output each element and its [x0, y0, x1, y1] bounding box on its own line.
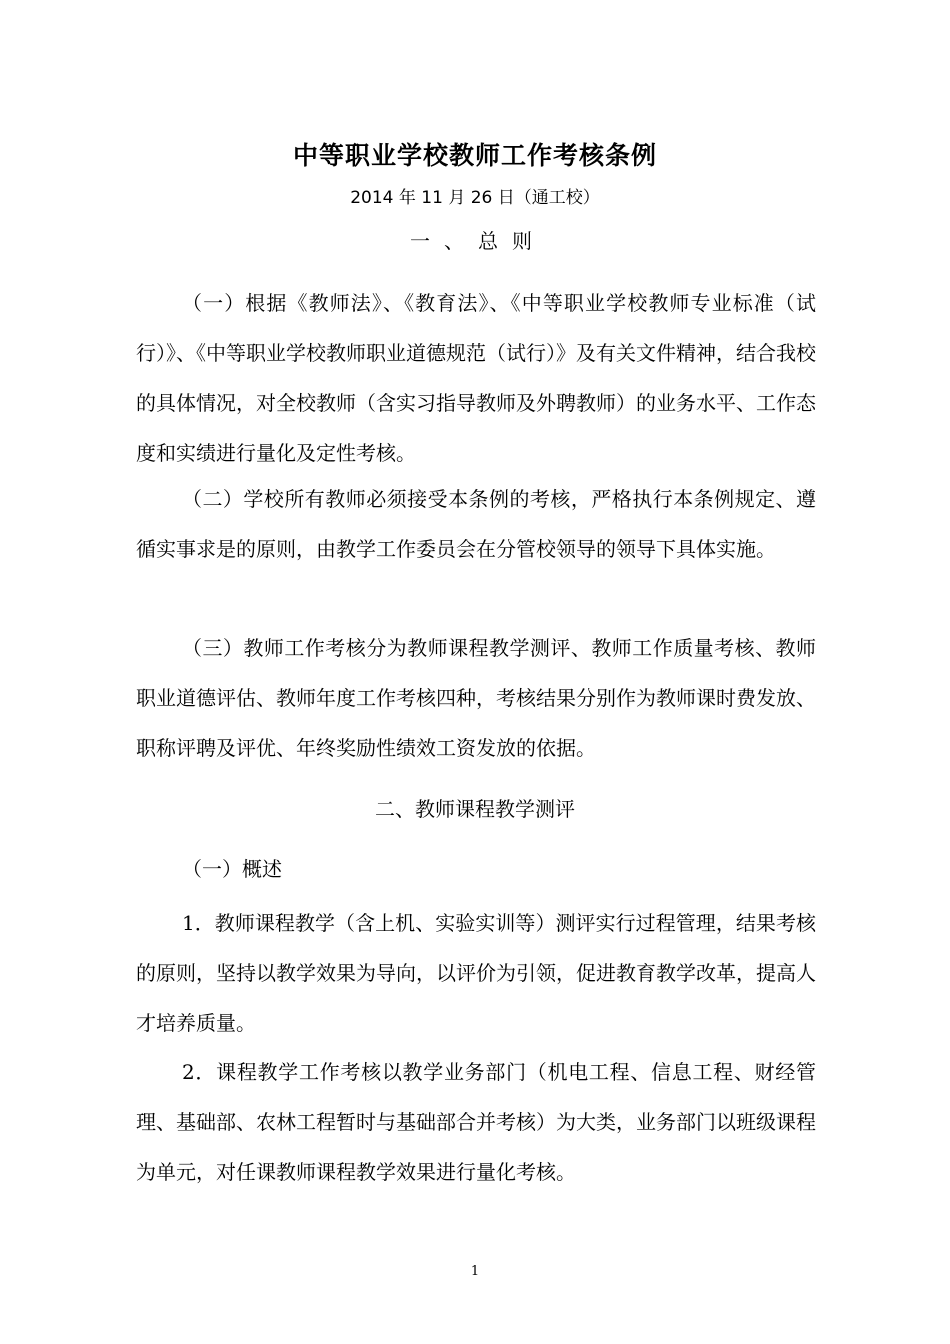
section-heading-teaching-evaluation: 二、教师课程教学测评 [375, 797, 575, 821]
document-date: 2014 年 11 月 26 日（通工校） [350, 188, 600, 208]
subsection-heading: （一）概述 [182, 857, 282, 881]
document-title: 中等职业学校教师工作考核条例 [292, 141, 657, 170]
paragraph: 1．教师课程教学（含上机、实验实训等）测评实行过程管理，结果考核的原则，坚持以教学效果为导向，以评价为引领，促进教育教学改革，提高人才培养质量。 [136, 911, 816, 1035]
paragraph: 2．课程教学工作考核以教学业务部门（机电工程、信息工程、财经管理、基础部、农林工程暂时与基础部合并考核）为大类，业务部门以班级课程为单元，对任课教师课程教学效果进行量化考核。 [136, 1060, 816, 1184]
page-number: 1 [470, 1264, 480, 1279]
paragraph: （二）学校所有教师必须接受本条例的考核，严格执行本条例规定、遵循实事求是的原则，由教学工作委员会在分管校领导的领导下具体实施。 [136, 487, 816, 561]
paragraph: （一）根据《教师法》、《教育法》、《中等职业学校教师专业标准（试行）》、《中等职业学校教师职业道德规范（试行）》及有关文件精神，结合我校的具体情况，对全校教师（含实习指导教师及外聘教师）的业务水平、工作态度和实绩进行量化及定性考核。 [136, 291, 816, 465]
section-heading-general: 一、总则 [410, 229, 546, 253]
paragraph: （三）教师工作考核分为教师课程教学测评、教师工作质量考核、教师职业道德评估、教师年度工作考核四种，考核结果分别作为教师课时费发放、职称评聘及评优、年终奖励性绩效工资发放的依据。 [136, 636, 816, 760]
